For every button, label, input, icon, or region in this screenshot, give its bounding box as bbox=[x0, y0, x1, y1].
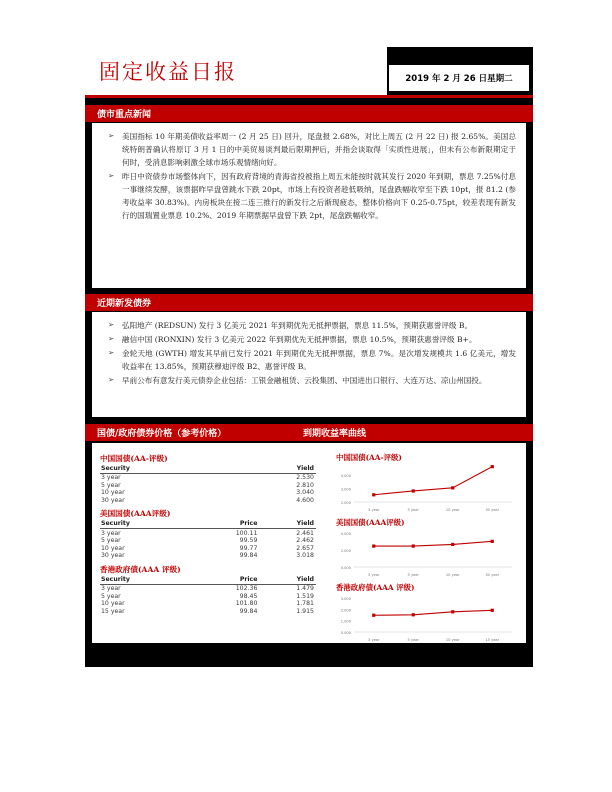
data-point-marker bbox=[412, 544, 415, 547]
table-title-us: 美国国债(AAA评级) bbox=[100, 509, 171, 519]
section-header-prices-label: 国债/政府债券价格（参考价格） bbox=[97, 429, 227, 439]
new-issue-text: 金轮天地 (GWTH) 增发其早前已发行 2021 年到期优先无抵押票据，票息 7%。是次增发规模共 1.6 亿美元，增发收益率在 13.85%，预期获穆迪评级 B2、惠誉评级 B。 bbox=[122, 349, 516, 372]
column-header-yield: Yield bbox=[233, 465, 316, 474]
bond-tables-column bbox=[100, 449, 316, 646]
chart-hk-yield-curve bbox=[324, 594, 520, 644]
column-header-yield: Yield bbox=[259, 520, 316, 529]
series-line bbox=[374, 610, 493, 615]
page-title: 固定收益日报 bbox=[99, 60, 237, 84]
x-axis-tick-label: 5 year bbox=[407, 638, 419, 642]
chart-us-svg bbox=[324, 529, 520, 579]
cell-security: 10 year bbox=[101, 600, 125, 608]
x-axis-tick-label: 3 year bbox=[368, 508, 380, 512]
bullet-arrow-icon: ➢ bbox=[108, 320, 115, 329]
cell-price: 100.11 bbox=[235, 529, 258, 537]
data-point-marker bbox=[372, 544, 375, 547]
list-item bbox=[102, 374, 516, 387]
chart-title-china: 中国国债(AA-评级) bbox=[336, 453, 402, 462]
news-item-text: 美国指标 10 年期美债收益率周一 (2 月 25 日) 回升，尾盘报 2.68%，对比上周五 (2 月 22 日) 报 2.65%。美国总统特朗普确认将原订 3 月 1 日的中美贸易谈判最后限期押后，并指会谈取得「实质性进展」，但未有公布新限期定于何时，受消息影响刺激全球市场乐观情绪向好。 bbox=[122, 132, 516, 168]
cell-yield: 1.479 bbox=[296, 585, 314, 593]
cell-security: 5 year bbox=[101, 537, 121, 545]
chart-china-svg bbox=[324, 464, 520, 514]
table-row bbox=[100, 552, 316, 560]
data-point-marker bbox=[412, 613, 415, 616]
table-row bbox=[100, 600, 316, 608]
new-issue-text: 早前公布有意发行美元债券企业包括：工银金融租赁、云投集团、中国进出口银行、大连万达、凉山州国投。 bbox=[122, 376, 487, 386]
y-axis-tick-label: 3.000 bbox=[340, 487, 351, 492]
column-header-security: Security bbox=[100, 520, 192, 529]
document-date: 2019 年 2 月 26 日星期二 bbox=[405, 74, 513, 84]
x-axis-tick-label: 10 year bbox=[445, 508, 460, 512]
cell-price: 99.77 bbox=[239, 544, 258, 552]
list-item bbox=[102, 333, 516, 346]
table-row bbox=[100, 545, 316, 553]
series-line bbox=[374, 467, 493, 495]
table-header-row bbox=[100, 465, 316, 474]
cell-security: 10 year bbox=[101, 489, 125, 497]
news-item-text: 昨日中资债券市场整体向下，因有政府背境的青海省投被指上周五未能按时就其发行 2020 年到期，票息 7.25%付息一事继续发酵，该票据昨早盘曾跳水下跌 20pt，市场上有投资者趁低吸纳，尾盘跌幅收窄至下跌 10pt，报 81.2 (参考收益率 30.83%)。内房板块在接二连三推行的新发行之后渐现疲态，整体价格向下 0.25-0.75pt，较差表现有新发行的国瑞置业票息 10.2%、2019 年期票据早盘曾下跌 2pt，尾盘跌幅收窄。 bbox=[122, 172, 516, 221]
footer-spacer bbox=[85, 645, 533, 667]
cell-price: 102.36 bbox=[235, 585, 258, 593]
data-point-marker bbox=[491, 465, 494, 468]
table-title-china: 中国国债(AA-评级) bbox=[100, 454, 168, 463]
cell-yield: 4.600 bbox=[296, 497, 314, 505]
new-issues-panel bbox=[92, 312, 526, 417]
table-row bbox=[100, 474, 316, 482]
cell-yield: 1.781 bbox=[296, 600, 314, 608]
bond-table-us bbox=[100, 520, 316, 559]
table-row bbox=[100, 592, 316, 600]
table-row bbox=[100, 608, 316, 616]
x-axis-tick-label: 3 year bbox=[368, 573, 380, 577]
y-axis-tick-label: 3.000 bbox=[340, 597, 351, 601]
section-header-new-issues bbox=[85, 294, 533, 311]
cell-yield: 1.519 bbox=[296, 592, 314, 600]
section-header-news bbox=[85, 105, 533, 122]
table-row bbox=[100, 482, 316, 490]
news-panel bbox=[92, 123, 526, 288]
list-item bbox=[102, 319, 516, 332]
y-axis-tick-label: 4.000 bbox=[340, 532, 351, 536]
cell-yield: 2.462 bbox=[296, 537, 314, 545]
data-point-marker bbox=[372, 493, 375, 496]
cell-yield: 1.915 bbox=[296, 607, 314, 615]
yield-curve-charts-column bbox=[316, 449, 520, 646]
two-column-layout bbox=[92, 443, 526, 654]
data-point-marker bbox=[491, 540, 494, 543]
data-point-marker bbox=[491, 609, 494, 612]
bond-table-hk bbox=[100, 576, 316, 615]
x-axis-tick-label: 30 year bbox=[485, 573, 500, 577]
table-header-row bbox=[100, 520, 316, 529]
table-row bbox=[100, 537, 316, 545]
y-axis-tick-label: 2.000 bbox=[340, 608, 351, 613]
section-header-curves-label: 到期收益率曲线 bbox=[303, 429, 367, 439]
bullet-arrow-icon: ➢ bbox=[108, 334, 115, 344]
masthead-rule bbox=[85, 95, 533, 98]
table-row bbox=[100, 489, 316, 497]
x-axis-tick-label: 5 year bbox=[407, 508, 419, 512]
data-point-marker bbox=[412, 489, 415, 492]
cell-yield: 2.530 bbox=[296, 474, 314, 482]
data-point-marker bbox=[451, 543, 454, 546]
bond-table-china bbox=[100, 465, 316, 504]
x-axis-tick-label: 10 year bbox=[445, 638, 460, 642]
data-point-marker bbox=[372, 614, 375, 617]
cell-security: 3 year bbox=[101, 585, 121, 593]
table-row bbox=[100, 529, 316, 537]
column-header-yield: Yield bbox=[259, 576, 316, 585]
cell-yield: 2.461 bbox=[296, 529, 314, 537]
chart-china-yield-curve bbox=[324, 464, 520, 514]
list-item bbox=[102, 170, 516, 222]
chart-us-yield-curve bbox=[324, 529, 520, 579]
bullet-arrow-icon: ➢ bbox=[108, 171, 115, 181]
table-row bbox=[100, 497, 316, 505]
chart-title-us: 美国国债(AAA评级) bbox=[336, 518, 405, 527]
cell-security: 5 year bbox=[101, 481, 121, 489]
section-header-prices-curves bbox=[85, 424, 533, 441]
column-header-security: Security bbox=[100, 465, 233, 474]
cell-security: 30 year bbox=[101, 552, 125, 560]
list-item bbox=[102, 130, 516, 169]
list-item bbox=[102, 347, 516, 373]
document-body bbox=[85, 47, 533, 667]
cell-price: 101.80 bbox=[235, 600, 258, 608]
cell-security: 5 year bbox=[101, 592, 121, 600]
cell-price: 99.59 bbox=[239, 537, 258, 545]
y-axis-tick-label: 0.000 bbox=[340, 566, 351, 570]
cell-security: 10 year bbox=[101, 544, 125, 552]
cell-yield: 2.810 bbox=[296, 481, 314, 489]
x-axis-tick-label: 3 year bbox=[368, 638, 380, 642]
cell-yield: 3.040 bbox=[296, 489, 314, 497]
column-header-price: Price bbox=[192, 520, 260, 529]
y-axis-tick-label: 1.000 bbox=[340, 619, 351, 624]
y-axis-tick-label: 0.000 bbox=[340, 631, 351, 635]
new-issue-text: 融信中国 (RONXIN) 发行 3 亿美元 2022 年到期优先无抵押票据，票息 10.5%，预期获惠誉评级 B+。 bbox=[122, 335, 477, 345]
table-header-row bbox=[100, 576, 316, 585]
bullet-arrow-icon: ➢ bbox=[108, 131, 115, 140]
bullet-arrow-icon: ➢ bbox=[108, 375, 115, 385]
y-axis-tick-label: 2.000 bbox=[340, 549, 351, 553]
bullet-arrow-icon: ➢ bbox=[108, 348, 115, 358]
x-axis-tick-label: 10 year bbox=[445, 573, 460, 577]
chart-hk-svg bbox=[324, 594, 520, 644]
column-header-security: Security bbox=[100, 576, 192, 585]
cell-price: 99.84 bbox=[239, 607, 258, 615]
cell-yield: 2.657 bbox=[296, 544, 314, 552]
data-point-marker bbox=[451, 486, 454, 489]
prices-curves-panel bbox=[92, 443, 526, 643]
cell-security: 3 year bbox=[101, 529, 121, 537]
cell-yield: 3.018 bbox=[296, 552, 314, 560]
x-axis-tick-label: 5 year bbox=[407, 573, 419, 577]
cell-security: 15 year bbox=[101, 607, 125, 615]
new-issue-text: 弘阳地产 (REDSUN) 发行 3 亿美元 2021 年到期优先无抵押票据，票息 11.5%，预期获惠誉评级 B。 bbox=[122, 321, 473, 330]
y-axis-tick-label: 2.000 bbox=[340, 501, 351, 505]
chart-title-hk: 香港政府债(AAA 评级) bbox=[336, 583, 415, 592]
table-row bbox=[100, 584, 316, 592]
cell-price: 99.84 bbox=[239, 552, 258, 560]
cell-security: 3 year bbox=[101, 474, 121, 482]
series-line bbox=[374, 541, 493, 546]
masthead bbox=[85, 47, 533, 95]
data-point-marker bbox=[451, 610, 454, 613]
cell-security: 30 year bbox=[101, 497, 125, 505]
cell-price: 98.45 bbox=[239, 592, 258, 600]
section-header-new-issues-label: 近期新发债券 bbox=[97, 299, 152, 309]
title-plate bbox=[85, 47, 387, 95]
date-plate bbox=[389, 65, 529, 91]
x-axis-tick-label: 15 year bbox=[485, 638, 500, 642]
table-title-hk: 香港政府债(AAA 评级) bbox=[100, 564, 181, 574]
y-axis-tick-label: 4.000 bbox=[340, 473, 351, 478]
x-axis-tick-label: 30 year bbox=[485, 508, 500, 512]
column-header-price: Price bbox=[192, 576, 260, 585]
section-header-news-label: 债市重点新闻 bbox=[97, 110, 152, 120]
